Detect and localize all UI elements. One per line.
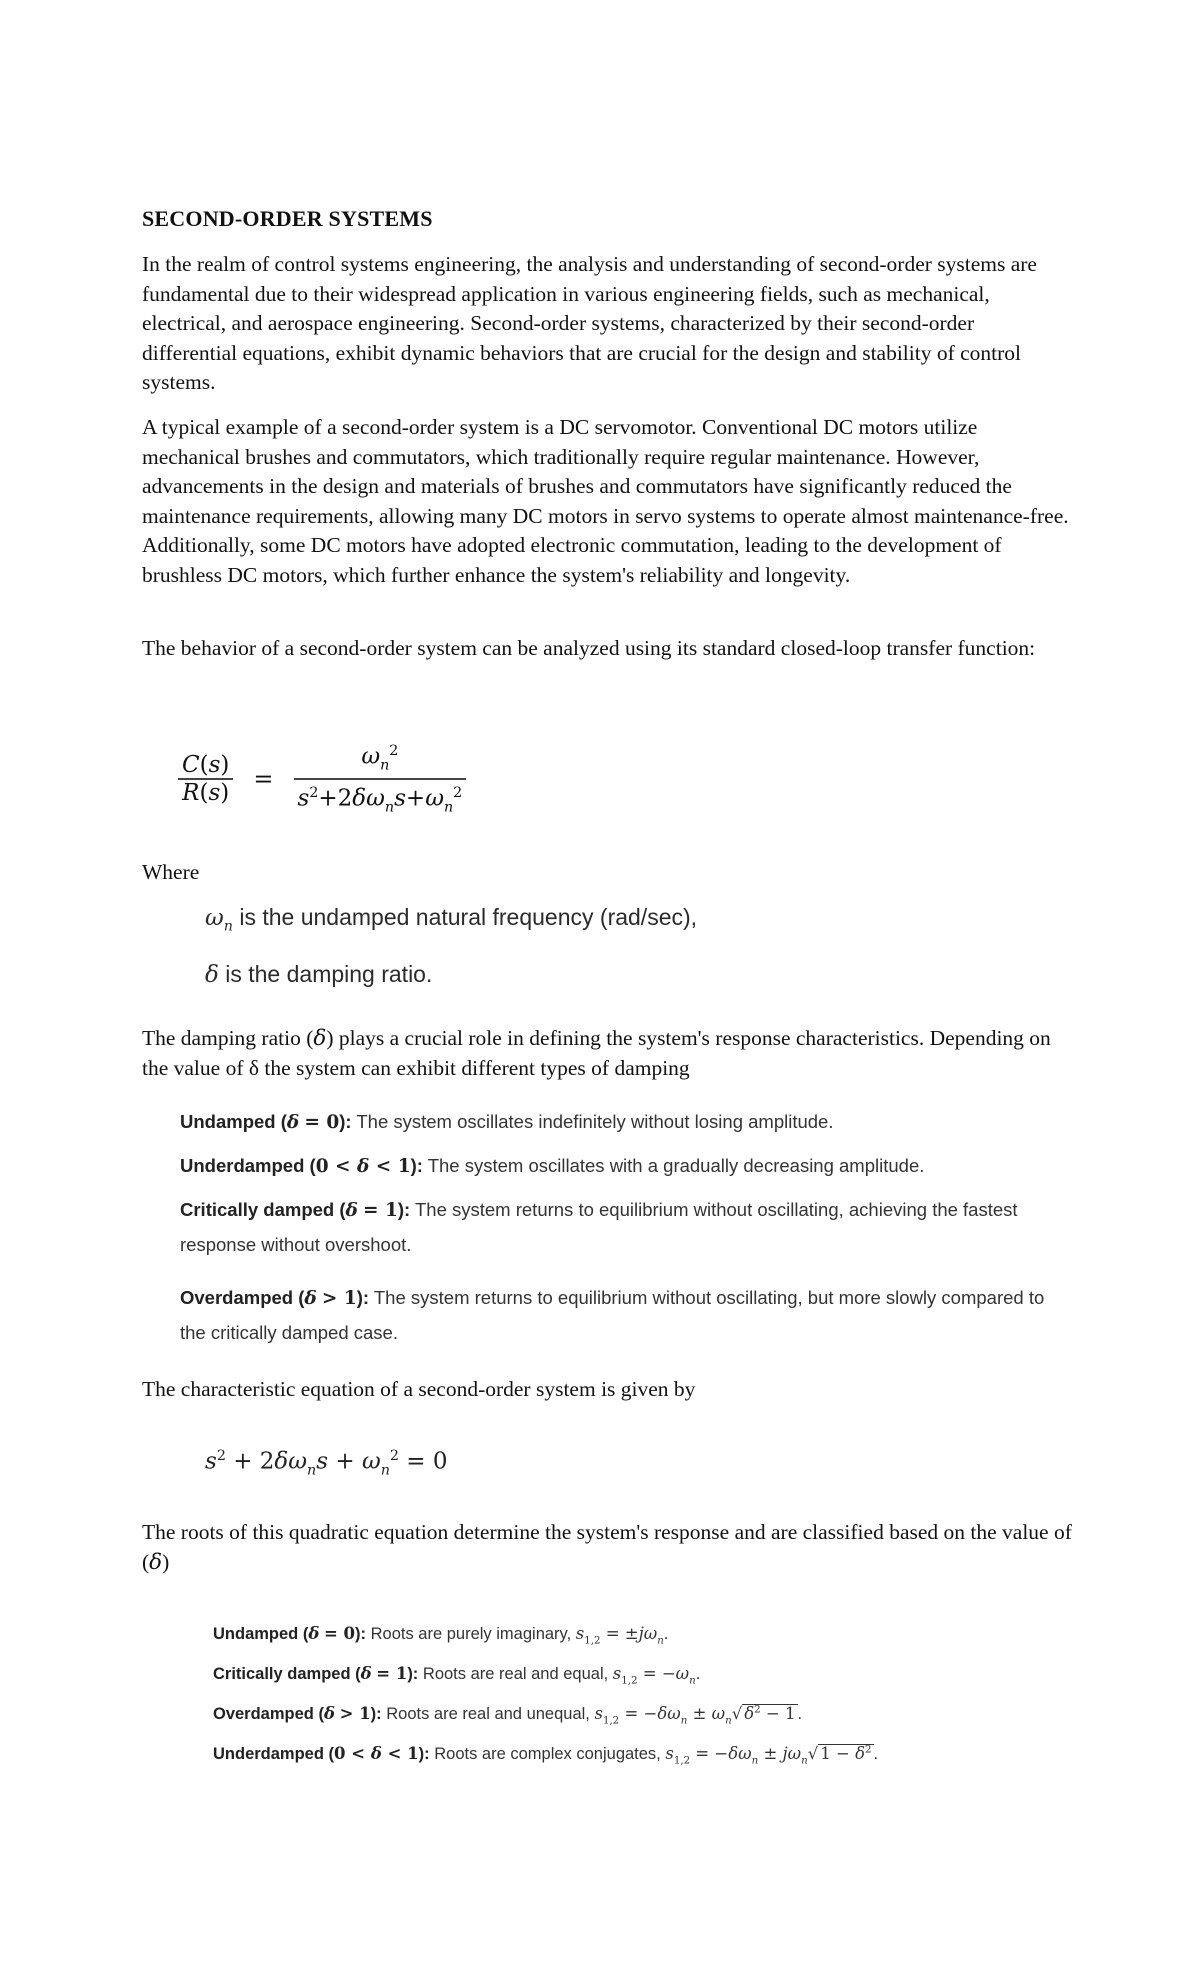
roots-critically-damped: Critically damped (δ = 1): Roots are real and equal, $s_{1,2} = -\omega_n$. [213,1664,701,1687]
damping-type-undamped: Undamped (δ = 0): The system oscillates indefinitely without losing amplitude. [180,1111,834,1133]
definition-delta: δ is the damping ratio. [205,961,433,988]
damping-type-underdamped: Underdamped (0 < δ < 1): The system oscillates with a gradually decreasing amplitude. [180,1155,925,1177]
roots-paragraph: The roots of this quadratic equation determine the system's response and are classified based on the value of (δ) [142,1520,1072,1575]
roots-overdamped: Overdamped (δ > 1): Roots are real and unequal, $s_{1,2} = -\delta\omega_n \pm \omega_n√$ $\delta^2 - 1$ . [213,1704,803,1727]
roots-undamped: Undamped (δ = 0): Roots are purely imaginary, $s_{1,2} = \pm j\omega_n$. [213,1624,669,1647]
damping-type-critically-damped: Critically damped (δ = 1): The system returns to equilibrium without oscillating, achieving the fastest response without overshoot. [180,1199,1018,1255]
page-title: SECOND-ORDER SYSTEMS [142,206,433,231]
characteristic-equation: $s^2 + 2\delta\omega_ns + \omega_n^2 = 0$ [205,1448,448,1479]
definition-omega-n: $\omega_n$ is the undamped natural frequency (rad/sec), [205,904,698,935]
where-label: Where [142,860,200,884]
transfer-function-intro: The behavior of a second-order system can be analyzed using its standard closed-loop transfer function: [142,636,1036,660]
lhs-fraction: $\frac{C(s)}{R(s)}$ [178,752,233,806]
intro-paragraph: In the realm of control systems engineering, the analysis and understanding of second-order systems are fundamental due to their widespread application in various engineering fields, such as mechanical, electrical, and aerospace engineering. Second-order systems, characterized by their second-order differential equations, exhibit dynamic behaviors that are crucial for the design and stability of control systems. [142,252,1037,394]
damping-ratio-paragraph: The damping ratio (δ) plays a crucial role in defining the system's response characteristics. Depending on the value of δ the system can exhibit different types of damping [142,1026,1051,1080]
characteristic-equation-intro: The characteristic equation of a second-order system is given by [142,1377,696,1401]
damping-type-overdamped: Overdamped (δ > 1): The system returns to equilibrium without oscillating, but more slowly compared to the critically damped case. [180,1287,1045,1343]
roots-underdamped: Underdamped (0 < δ < 1): Roots are complex conjugates, $s_{1,2} = -\delta\omega_n \pm j\omega_n√$ $1 - \delta^2$ . [213,1744,879,1767]
transfer-function-formula: $\frac{C(s)}{R(s)}$ = $\frac{\omega_n^2}{s^2+2\delta\omega_ns+\omega_n^2}$ [178,738,466,818]
rhs-fraction: $\frac{\omega_n^2}{s^2+2\delta\omega_ns+\omega_n^2}$ [294,738,467,820]
dc-servomotor-paragraph: A typical example of a second-order system is a DC servomotor. Conventional DC motors utilize mechanical brushes and commutators, which traditionally require regular maintenance. However, advancements in the design and materials of brushes and commutators have significantly reduced the maintenance requirements, allowing many DC motors in servo systems to operate almost maintenance-free. Additionally, some DC motors have adopted electronic commutation, leading to the development of brushless DC motors, which further enhance the system's reliability and longevity. [142,415,1069,587]
